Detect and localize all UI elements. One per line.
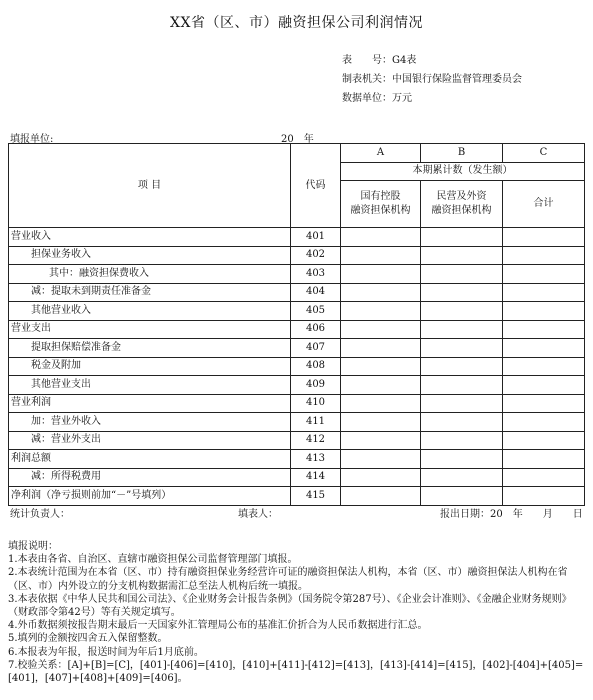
state-owned-cell[interactable] bbox=[341, 283, 421, 302]
row-label: 提取担保赔偿准备金 bbox=[9, 339, 291, 358]
row-label: 减：所得税费用 bbox=[9, 468, 291, 487]
private-foreign-cell[interactable] bbox=[421, 283, 503, 302]
private-foreign-cell[interactable] bbox=[421, 339, 503, 358]
total-cell[interactable] bbox=[503, 487, 585, 506]
table-row bbox=[9, 376, 585, 395]
row-code: 408 bbox=[291, 357, 341, 376]
state-owned-cell[interactable] bbox=[341, 394, 421, 413]
note-item: 3.本表依据《中华人民共和国公司法》、《企业财务会计报告条例》（国务院令第287号）、《企业会计准则》、《金融企业财务规则》（财政部令第42号）等有关规定填写。 bbox=[8, 593, 572, 619]
row-code: 404 bbox=[291, 283, 341, 302]
table-row bbox=[9, 265, 585, 284]
form-number: 表 号：G4表 bbox=[342, 55, 417, 66]
private-foreign-cell[interactable] bbox=[421, 394, 503, 413]
state-owned-cell[interactable] bbox=[341, 228, 421, 247]
table-row bbox=[9, 228, 585, 247]
row-code: 412 bbox=[291, 431, 341, 450]
col-c-header: C bbox=[503, 144, 585, 163]
row-label: 营业收入 bbox=[9, 228, 291, 247]
issuing-authority: 制表机关：中国银行保险监督管理委员会 bbox=[342, 74, 522, 85]
note-item: 4.外币数据须按报告期末最后一天国家外汇管理局公布的基准汇价折合为人民币数据进行汇总。 bbox=[8, 620, 428, 632]
row-code: 401 bbox=[291, 228, 341, 247]
total-cell[interactable] bbox=[503, 265, 585, 284]
note-item: 5.填列的金额按四舍五入保留整数。 bbox=[8, 633, 168, 645]
private-foreign-cell[interactable] bbox=[421, 413, 503, 432]
row-code: 407 bbox=[291, 339, 341, 358]
row-code: 409 bbox=[291, 376, 341, 395]
row-label: 税金及附加 bbox=[9, 357, 291, 376]
table-row bbox=[9, 357, 585, 376]
private-foreign-header-line1: 民营及外资 bbox=[436, 191, 487, 202]
row-label: 其中：融资担保费收入 bbox=[9, 265, 291, 284]
col-b-header: B bbox=[421, 144, 503, 163]
private-foreign-header-line2: 融资担保机构 bbox=[431, 205, 492, 216]
note-item: 7.校验关系：[A]+[B]=[C]，[401]-[406]=[410]，[410]+[411]-[412]=[413]，[413]-[414]=[415]，[402]-[404]+[405]=[401]，[407]+[408]+[409]=[406]。 bbox=[8, 659, 584, 685]
total-cell[interactable] bbox=[503, 228, 585, 247]
row-label: 营业利润 bbox=[9, 394, 291, 413]
private-foreign-cell[interactable] bbox=[421, 246, 503, 265]
row-code: 414 bbox=[291, 468, 341, 487]
row-code: 415 bbox=[291, 487, 341, 506]
data-unit: 数据单位：万元 bbox=[342, 93, 412, 104]
row-label: 净利润（净亏损则前加“－”号填列） bbox=[9, 487, 291, 506]
total-cell[interactable] bbox=[503, 357, 585, 376]
item-header: 项 目 bbox=[9, 144, 291, 228]
private-foreign-cell[interactable] bbox=[421, 320, 503, 339]
row-label: 减：提取未到期责任准备金 bbox=[9, 283, 291, 302]
notes-title: 填报说明： bbox=[8, 541, 58, 552]
col-a-header: A bbox=[341, 144, 421, 163]
state-owned-cell[interactable] bbox=[341, 357, 421, 376]
state-owned-cell[interactable] bbox=[341, 339, 421, 358]
table-row bbox=[9, 413, 585, 432]
preparer-label: 填表人： bbox=[238, 509, 278, 520]
state-owned-cell[interactable] bbox=[341, 302, 421, 321]
table-row bbox=[9, 431, 585, 450]
row-label: 减：营业外支出 bbox=[9, 431, 291, 450]
total-cell[interactable] bbox=[503, 431, 585, 450]
row-code: 402 bbox=[291, 246, 341, 265]
row-code: 413 bbox=[291, 450, 341, 469]
report-title: XX省（区、市）融资担保公司利润情况 bbox=[170, 15, 423, 31]
state-owned-cell[interactable] bbox=[341, 320, 421, 339]
total-cell[interactable] bbox=[503, 246, 585, 265]
state-owned-cell[interactable] bbox=[341, 431, 421, 450]
total-cell[interactable] bbox=[503, 302, 585, 321]
total-header: 合计 bbox=[503, 181, 585, 228]
table-row bbox=[9, 320, 585, 339]
private-foreign-cell[interactable] bbox=[421, 357, 503, 376]
row-code: 410 bbox=[291, 394, 341, 413]
note-item: 1.本表由各省、自治区、直辖市融资担保公司监督管理部门填报。 bbox=[8, 554, 298, 566]
table-row bbox=[9, 283, 585, 302]
private-foreign-cell[interactable] bbox=[421, 228, 503, 247]
profit-table bbox=[8, 143, 585, 506]
private-foreign-cell[interactable] bbox=[421, 376, 503, 395]
row-code: 405 bbox=[291, 302, 341, 321]
table-row bbox=[9, 302, 585, 321]
private-foreign-cell[interactable] bbox=[421, 468, 503, 487]
row-label: 担保业务收入 bbox=[9, 246, 291, 265]
filing-unit-label: 填报单位: bbox=[10, 134, 54, 145]
total-cell[interactable] bbox=[503, 283, 585, 302]
private-foreign-cell[interactable] bbox=[421, 265, 503, 284]
private-foreign-cell[interactable] bbox=[421, 450, 503, 469]
note-item: 6.本报表为年报，报送时间为年后1月底前。 bbox=[8, 646, 204, 658]
private-foreign-cell[interactable] bbox=[421, 302, 503, 321]
total-cell[interactable] bbox=[503, 376, 585, 395]
row-label: 加：营业外收入 bbox=[9, 413, 291, 432]
report-date-label: 报出日期：20 年 月 日 bbox=[440, 509, 583, 520]
stats-head-label: 统计负责人： bbox=[10, 509, 70, 520]
table-row bbox=[9, 339, 585, 358]
state-owned-cell[interactable] bbox=[341, 413, 421, 432]
state-owned-cell[interactable] bbox=[341, 487, 421, 506]
state-owned-header-line1: 国有控股 bbox=[360, 191, 401, 202]
table-row bbox=[9, 450, 585, 469]
state-owned-header bbox=[341, 181, 421, 228]
table-row bbox=[9, 487, 585, 506]
filing-year-label: 20 年 bbox=[281, 134, 314, 145]
row-label: 其他营业支出 bbox=[9, 376, 291, 395]
total-cell[interactable] bbox=[503, 413, 585, 432]
total-cell[interactable] bbox=[503, 468, 585, 487]
period-header: 本期累计数（发生额） bbox=[341, 162, 585, 181]
row-code: 406 bbox=[291, 320, 341, 339]
table-row bbox=[9, 394, 585, 413]
row-label: 营业支出 bbox=[9, 320, 291, 339]
total-cell[interactable] bbox=[503, 320, 585, 339]
state-owned-cell[interactable] bbox=[341, 246, 421, 265]
table-row bbox=[9, 246, 585, 265]
note-item: 2.本表统计范围为在本省（区、市）持有融资担保业务经营许可证的融资担保法人机构，本省（区、市）融资担保法人机构在省（区、市）内外设立的分支机构数据需汇总至法人机构后统一填报。 bbox=[8, 567, 568, 592]
private-foreign-header bbox=[421, 181, 503, 228]
table-row bbox=[9, 468, 585, 487]
row-label: 其他营业收入 bbox=[9, 302, 291, 321]
row-label: 利润总额 bbox=[9, 450, 291, 469]
code-header: 代码 bbox=[291, 144, 341, 228]
private-foreign-cell[interactable] bbox=[421, 431, 503, 450]
state-owned-cell[interactable] bbox=[341, 450, 421, 469]
row-code: 411 bbox=[291, 413, 341, 432]
filing-notes bbox=[8, 540, 586, 685]
state-owned-cell[interactable] bbox=[341, 468, 421, 487]
total-cell[interactable] bbox=[503, 339, 585, 358]
total-cell[interactable] bbox=[503, 394, 585, 413]
table-body bbox=[9, 228, 585, 506]
state-owned-cell[interactable] bbox=[341, 376, 421, 395]
state-owned-cell[interactable] bbox=[341, 265, 421, 284]
row-code: 403 bbox=[291, 265, 341, 284]
private-foreign-cell[interactable] bbox=[421, 487, 503, 506]
state-owned-header-line2: 融资担保机构 bbox=[350, 205, 411, 216]
total-cell[interactable] bbox=[503, 450, 585, 469]
